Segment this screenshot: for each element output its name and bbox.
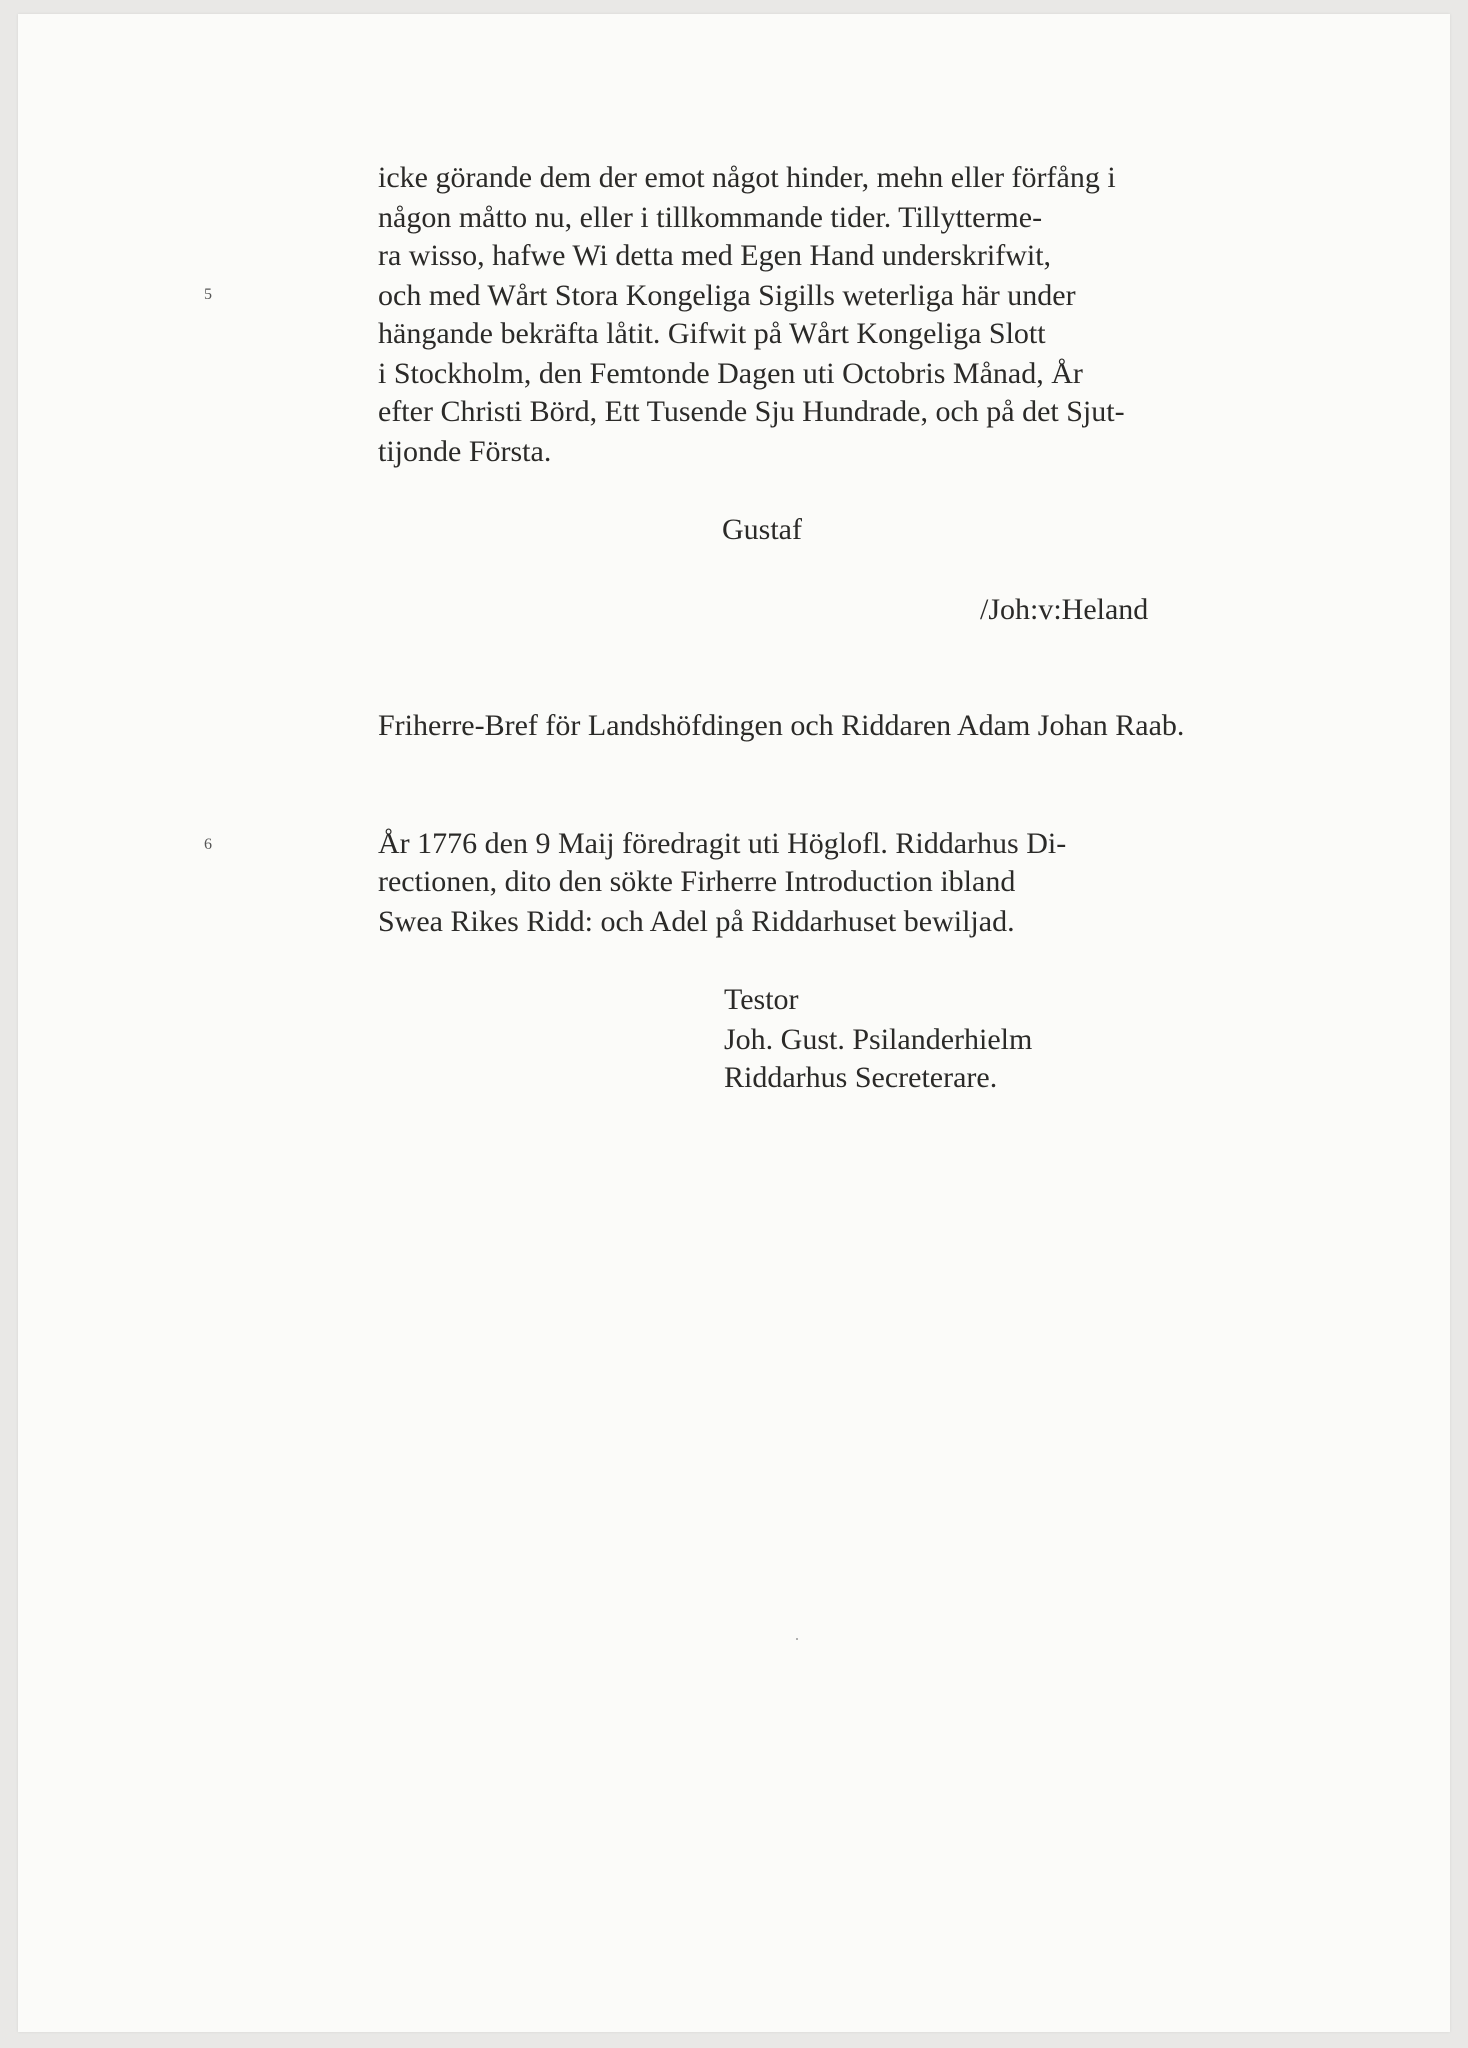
attestation-line: Joh. Gust. Psilanderhielm: [724, 1023, 1033, 1056]
text-line: hängande bekräfta låtit. Gifwit på Wårt Kongeliga Slott: [378, 317, 1046, 350]
text-line: någon måtto nu, eller i tillkommande tider. Tillytterme-: [378, 201, 1043, 234]
attestation-line: Testor: [724, 983, 799, 1016]
text-line: och med Wårt Stora Kongeliga Sigills weterliga här under: [378, 279, 1076, 312]
line-number: 5: [204, 286, 212, 303]
line-number: 6: [204, 836, 212, 853]
text-line: År 1776 den 9 Maij föredragit uti Höglofl. Riddarhus Di-: [378, 827, 1067, 860]
text-line: ra wisso, hafwe Wi detta med Egen Hand underskrifwit,: [378, 239, 1052, 272]
letter-heading: Friherre-Bref för Landshöfdingen och Riddaren Adam Johan Raab.: [378, 709, 1185, 742]
text-line: Swea Rikes Ridd: och Adel på Riddarhuset bewiljad.: [378, 905, 1015, 938]
attestation-line: Riddarhus Secreterare.: [724, 1061, 998, 1094]
signature-heland: /Joh:v:Heland: [980, 593, 1149, 626]
text-line: rectionen, dito den sökte Firherre Introduction ibland: [378, 865, 1016, 898]
paper-speck: [796, 1638, 798, 1640]
text-line: tijonde Första.: [378, 435, 552, 468]
text-line: icke görande dem der emot något hinder, mehn eller förfång i: [378, 161, 1116, 194]
text-line: efter Christi Börd, Ett Tusende Sju Hundrade, och på det Sjut-: [378, 395, 1125, 428]
text-line: i Stockholm, den Femtonde Dagen uti Octobris Månad, År: [378, 357, 1083, 390]
signature-gustaf: Gustaf: [722, 513, 802, 546]
